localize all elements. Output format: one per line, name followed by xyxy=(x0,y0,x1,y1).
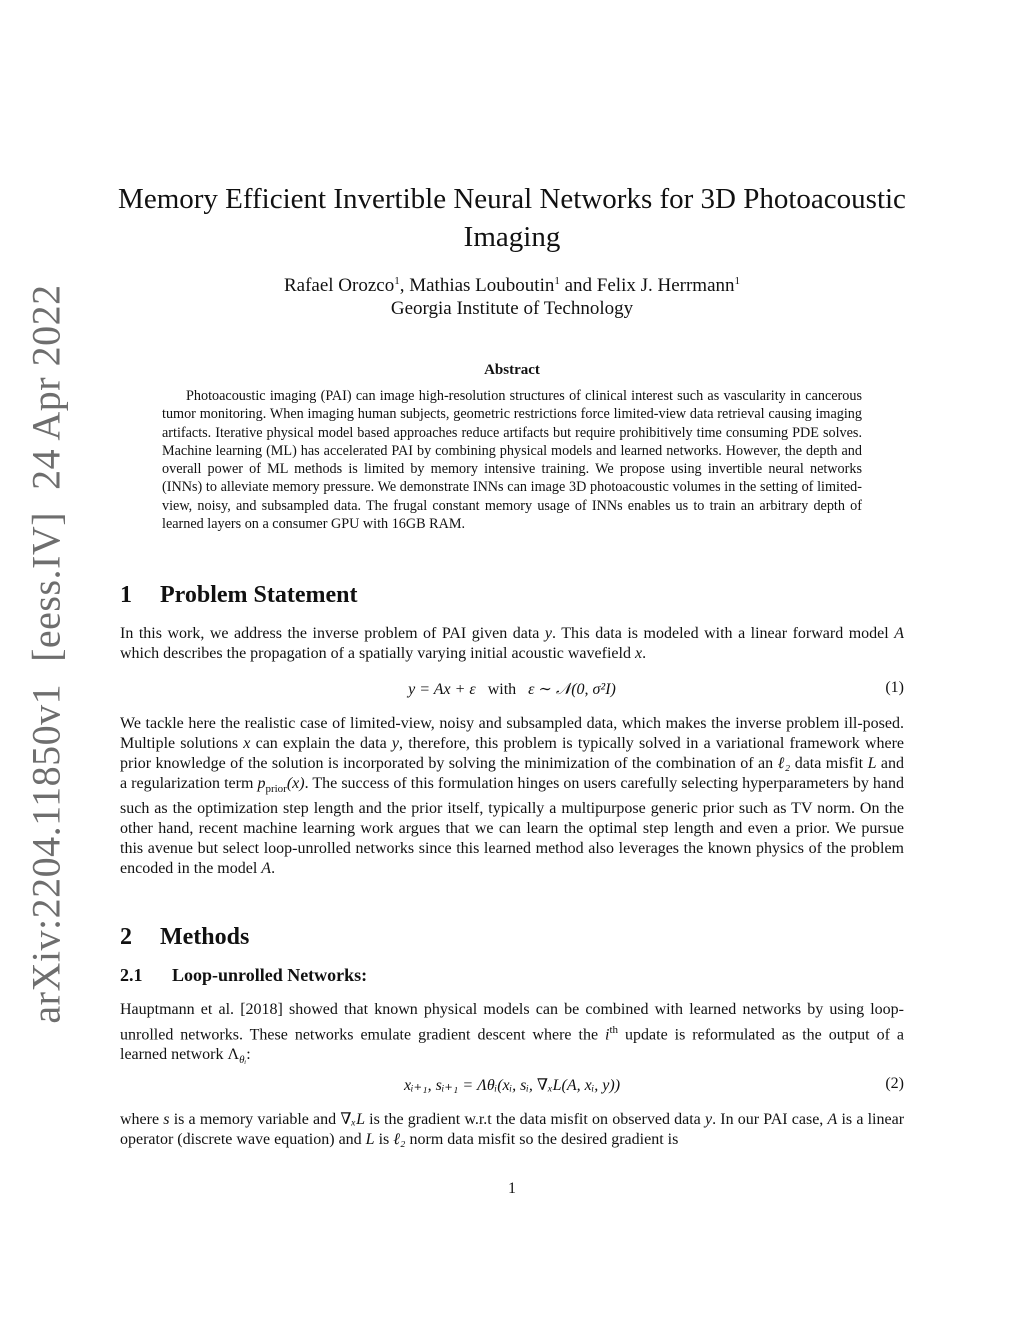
arxiv-identifier: arXiv:2204.11850v1 xyxy=(23,683,69,1024)
text-run: . xyxy=(642,645,647,662)
abstract-text: Photoacoustic imaging (PAI) can image high-resolution structures of clinical interest such as vascularity in cancerous tumor monitoring. When imaging human subjects, geometric restrictions force limited-view data retrieval causing imaging artifacts. Iterative physical model based approaches reduce artifacts but require prohibitively time consuming PDE solves. Machine learning (ML) has accelerated PAI by combining physical models and learned networks. However, the depth and overall power of ML methods is limited by memory intensive training. We propose using invertible neural networks (INNs) to alleviate memory pressure. We demonstrate INNs can image 3D photoacoustic volumes in the setting of limited-view, noisy, and subsampled data. The frugal constant memory usage of INNs enables us to train an arbitrary depth of learned layers on a consumer GPU with 16GB RAM. xyxy=(162,388,862,533)
subsection-number: 2.1 xyxy=(120,965,143,985)
text-run: which describes the propagation of a spatially varying initial acoustic wavefield xyxy=(120,645,635,662)
math-var: x xyxy=(634,645,643,662)
paper-title: Memory Efficient Invertible Neural Networks for 3D Photoacoustic Imaging xyxy=(118,183,906,253)
math-var: L xyxy=(867,755,877,772)
text-run: . This data is modeled with a linear forward model xyxy=(552,625,895,642)
equation-with: with xyxy=(487,681,517,698)
subsection-heading-loop-unrolled xyxy=(120,965,367,986)
affiliation-mark: 1 xyxy=(734,275,741,287)
equation-2 xyxy=(120,1075,904,1099)
section-heading-problem-statement xyxy=(120,582,358,609)
math-var: A xyxy=(894,625,905,642)
text-run: , therefore, this problem is typically solved in a variational framework where prior knowledge of the solution is incorporated by solving the minimization of the combination of an xyxy=(120,735,904,772)
section-title: Problem Statement xyxy=(160,582,358,608)
text-run: . xyxy=(271,860,276,878)
author-separator: , xyxy=(399,275,410,296)
text-run: . In our PAI case, xyxy=(712,1111,828,1128)
section-number: 2 xyxy=(120,924,132,950)
arxiv-stamp xyxy=(23,284,70,1023)
math-subscript: θᵢ xyxy=(239,1054,247,1067)
methods-paragraph-1 xyxy=(120,1000,904,1071)
text-run: . The success of this formulation hinges on users carefully selecting hyperparameters by hand such as the optimization step length and the prior itself, typically a multipurpose generic prior such as TV norm. On the other hand, recent machine learning work argues that we can learn the optimal step length and even a prior. We pursue this avenue but select loop-unrolled networks since this learned method also leverages the known physics of the problem encoded in the model xyxy=(120,775,905,878)
section-title: Methods xyxy=(160,924,250,950)
math-superscript: th xyxy=(609,1024,619,1036)
math-var: p xyxy=(257,775,266,792)
affiliation-mark: 1 xyxy=(554,275,560,287)
math-var: Λ xyxy=(227,1046,240,1064)
math-var: y xyxy=(704,1111,713,1128)
math-var: ∇ₓL xyxy=(340,1111,365,1128)
author-separator: and xyxy=(559,275,597,296)
text-run: is the gradient w.r.t the data misfit on observed data xyxy=(364,1111,705,1128)
equation-1 xyxy=(120,679,904,703)
text-run: is a memory variable and xyxy=(169,1111,341,1128)
problem-paragraph-2 xyxy=(120,714,904,879)
text-run: update is reformulated as the output of a learned network xyxy=(120,1026,905,1064)
text-run: can explain the data xyxy=(250,735,392,752)
equation-number: (1) xyxy=(885,679,904,696)
section-number: 1 xyxy=(120,582,132,608)
equation-rhs: ε ∼ 𝒩(0, σ²I) xyxy=(528,681,616,698)
text-run: where xyxy=(120,1111,164,1128)
text-run: norm data misfit so the desired gradient is xyxy=(405,1131,679,1148)
equation-number: (2) xyxy=(885,1075,904,1092)
math-var: x xyxy=(243,735,251,752)
math-var: ℓ₂ xyxy=(393,1131,406,1148)
math-var: ℓ₂ xyxy=(777,755,791,772)
math-var: A xyxy=(827,1111,838,1128)
methods-paragraph-2 xyxy=(120,1110,904,1150)
section-heading-methods xyxy=(120,924,249,951)
equation-body: xᵢ₊₁, sᵢ₊₁ = Λθᵢ(xᵢ, sᵢ, ∇ₓL(A, xᵢ, y)) xyxy=(403,1077,621,1094)
text-run: data misfit xyxy=(790,755,868,772)
text-run: Hauptmann et al. [2018] showed that known physical models can be combined with learned networks by using loop-unrolled networks. These networks emulate gradient descent where the xyxy=(120,1001,904,1044)
author-name: Rafael Orozco xyxy=(283,275,395,296)
text-run: We tackle here the realistic case of limited-view, noisy and subsampled data, which makes the inverse problem ill-posed. Multiple solutions xyxy=(120,715,904,752)
math-var: i xyxy=(605,1026,610,1044)
math-subscript: prior xyxy=(265,783,287,796)
affiliation: Georgia Institute of Technology xyxy=(390,298,634,319)
arxiv-date: 24 Apr 2022 xyxy=(23,284,69,490)
page-number: 1 xyxy=(508,1180,516,1197)
author-name: Mathias Louboutin xyxy=(409,275,555,296)
text-run: is xyxy=(374,1131,394,1148)
abstract-heading: Abstract xyxy=(484,362,540,378)
arxiv-category: [eess.IV] xyxy=(23,511,69,662)
math-var: (x) xyxy=(286,775,305,792)
subsection-title: Loop-unrolled Networks: xyxy=(172,965,368,985)
text-run: In this work, we address the inverse problem of PAI given data xyxy=(120,625,545,642)
math-var: y xyxy=(391,735,399,752)
text-run: : xyxy=(246,1046,251,1064)
text-run: and a regularization term xyxy=(120,755,905,792)
math-var: s xyxy=(163,1111,170,1128)
text-run: is a linear operator (discrete wave equation) and xyxy=(120,1111,905,1148)
math-var: A xyxy=(261,860,272,878)
math-var: y xyxy=(544,625,553,642)
equation-lhs: y = Ax + ε xyxy=(408,681,476,698)
author-name: Felix J. Herrmann xyxy=(596,275,735,296)
affiliation-mark: 1 xyxy=(394,275,400,287)
math-var: L xyxy=(365,1131,375,1148)
author-block xyxy=(110,274,914,320)
problem-paragraph-1 xyxy=(120,624,904,664)
